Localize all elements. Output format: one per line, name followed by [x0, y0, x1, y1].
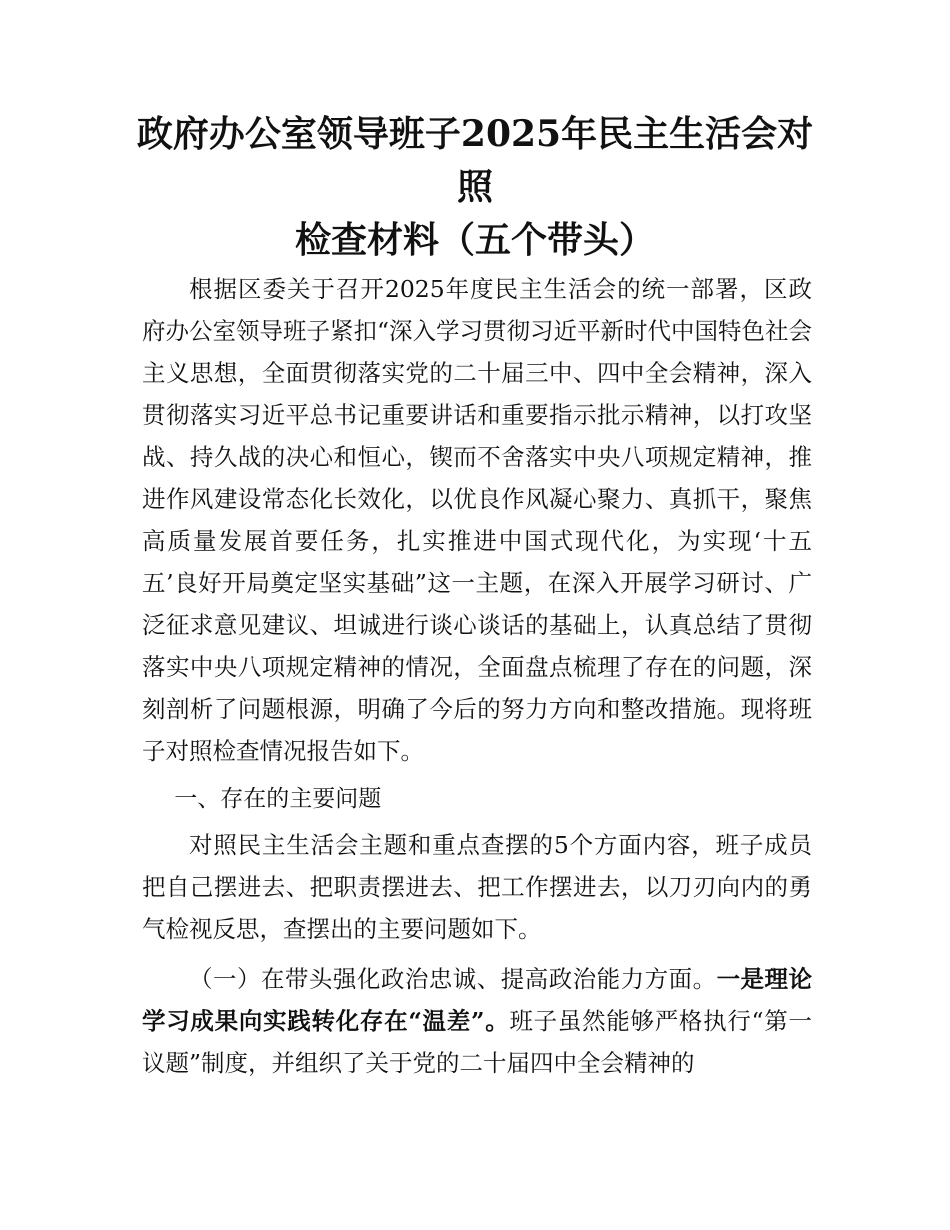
subsection-lead: （一）在带头强化政治忠诚、提高政治能力方面。: [189, 965, 717, 993]
subsection-text: 班子虽然能够严格执行“第一议题”制度，并组织了关于党的二十届四中全会精神的: [142, 1007, 812, 1077]
subsection-paragraph: [142, 958, 812, 1084]
spacer: [142, 950, 812, 958]
intro-paragraph: 根据区委关于召开2025年度民主生活会的统一部署，区政府办公室领导班子紧扣“深入学习贯彻习近平新时代中国特色社会主义思想，全面贯彻落实党的二十届三中、四中全会精神，深入贯彻落实习近平总书记重要讲话和重要指示批示精神，以打攻坚战、持久战的决心和恒心，锲而不舍落实中央八项规定精神，推进作风建设常态化长效化，以优良作风凝心聚力、真抓干，聚焦高质量发展首要任务，扎实推进中国式现代化，为实现‘十五五’良好开局奠定坚实基础”这一主题，在深入开展学习研讨、广泛征求意见建议、坦诚进行谈心谈话的基础上，认真总结了贯彻落实中央八项规定精神的情况，全面盘点梳理了存在的问题，深刻剖析了问题根源，明确了今后的努力方向和整改措施。现将班子对照检查情况报告如下。: [142, 275, 813, 765]
document-title: [120, 108, 830, 267]
title-line-2: 检查材料（五个带头）: [294, 219, 655, 261]
title-line-1: 政府办公室领导班子2025年民主生活会对照: [136, 113, 814, 208]
section-paragraph: 对照民主生活会主题和重点查摆的5个方面内容，班子成员把自己摆进去、把职责摆进去、把工作摆进去，以刀刃向内的勇气检视反思，查摆出的主要问题如下。: [142, 831, 812, 943]
document-body: [142, 268, 812, 1084]
subsection-bold-point: 一是理论学习成果向实践转化存在“温差”。: [142, 965, 813, 1035]
section-heading: 一、存在的主要问题: [174, 786, 382, 812]
